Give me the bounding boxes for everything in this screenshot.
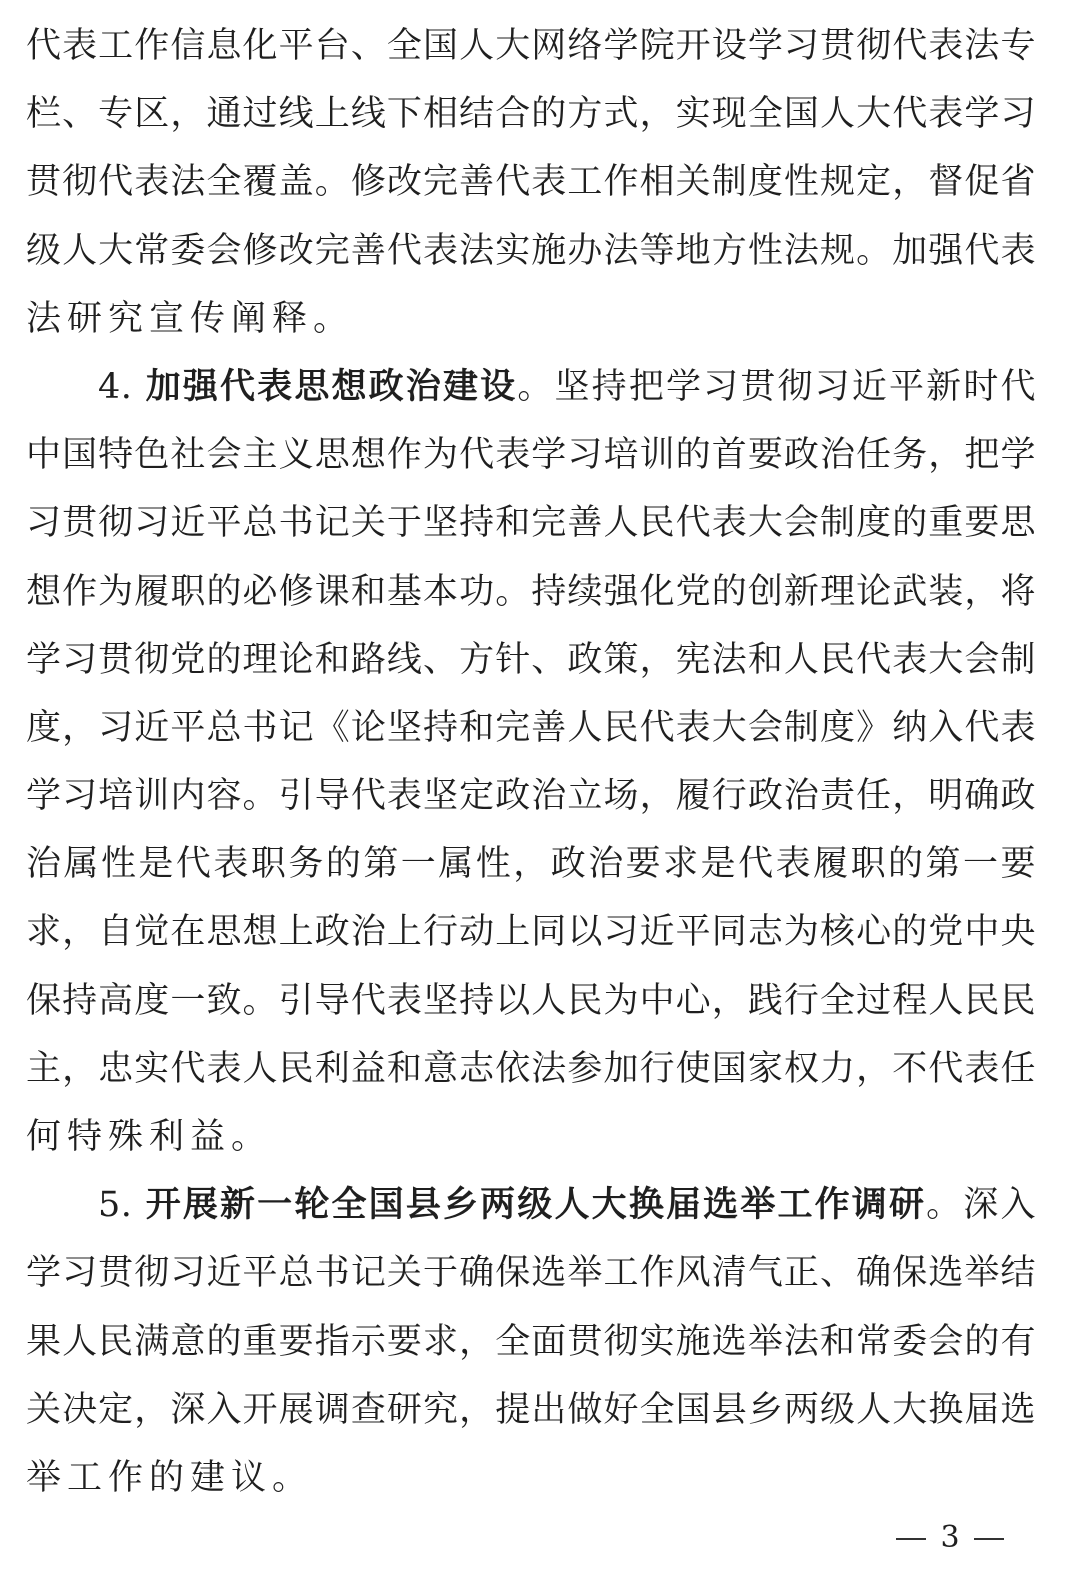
paragraph-line: 保持高度一致。引导代表坚持以人民为中心，践行全过程人民民 <box>26 980 1036 1021</box>
item-5-heading: 开展新一轮全国县乡两级人大换届选举工作调研 <box>145 1184 927 1226</box>
item-4-number: 4. <box>98 366 146 407</box>
paragraph-line: 果人民满意的重要指示要求，全面贯彻实施选举法和常委会的有 <box>26 1321 1036 1362</box>
paragraph-line: 何特殊利益。 <box>26 1117 273 1157</box>
paragraph-line: 关决定，深入开展调查研究，提出做好全国县乡两级人大换届选 <box>26 1389 1036 1430</box>
dash-right-icon <box>974 1538 1004 1540</box>
page-number: 3 <box>940 1520 960 1555</box>
paragraph-line: 学习贯彻习近平总书记关于确保选举工作风清气正、确保选举结 <box>26 1253 1036 1294</box>
page-number-footer <box>880 1520 1020 1555</box>
paragraph-line: 想作为履职的必修课和基本功。持续强化党的创新理论武装，将 <box>26 571 1036 612</box>
item-4-first-line <box>26 353 1036 421</box>
paragraph-line: 中国特色社会主义思想作为代表学习培训的首要政治任务，把学 <box>26 435 1036 476</box>
paragraph-line: 度，习近平总书记《论坚持和完善人民代表大会制度》纳入代表 <box>26 707 1036 748</box>
item-4-first-line-text: 。坚持把学习贯彻习近平新时代 <box>517 366 1036 407</box>
item-5-first-line-text: 。深入 <box>926 1185 1036 1226</box>
paragraph-line: 求，自觉在思想上政治上行动上同以习近平同志为核心的党中央 <box>26 912 1036 953</box>
dash-left-icon <box>896 1538 926 1540</box>
paragraph-line: 主，忠实代表人民利益和意志依法参加行使国家权力，不代表任 <box>26 1048 1036 1089</box>
paragraph-line: 法研究宣传阐释。 <box>26 298 355 339</box>
paragraph-line: 学习贯彻党的理论和路线、方针、政策，宪法和人民代表大会制 <box>26 639 1036 680</box>
item-5-first-line <box>26 1171 1036 1239</box>
paragraph-line: 学习培训内容。引导代表坚定政治立场，履行政治责任，明确政 <box>26 776 1036 817</box>
paragraph-line: 习贯彻习近平总书记关于坚持和完善人民代表大会制度的重要思 <box>26 503 1036 544</box>
paragraph-line: 代表工作信息化平台、全国人大网络学院开设学习贯彻代表法专 <box>26 26 1036 66</box>
item-4-heading: 加强代表思想政治建设 <box>145 365 518 407</box>
paragraph-line: 贯彻代表法全覆盖。修改完善代表工作相关制度性规定，督促省 <box>26 162 1036 203</box>
paragraph-line: 级人大常委会修改完善代表法实施办法等地方性法规。加强代表 <box>26 230 1036 271</box>
paragraph-line: 治属性是代表职务的第一属性，政治要求是代表履职的第一要 <box>26 844 1036 885</box>
document-page <box>26 0 1036 1512</box>
paragraph-line: 栏、专区，通过线上线下相结合的方式，实现全国人大代表学习 <box>26 94 1036 135</box>
item-5-number: 5. <box>98 1185 146 1226</box>
paragraph-line: 举工作的建议。 <box>26 1457 314 1498</box>
